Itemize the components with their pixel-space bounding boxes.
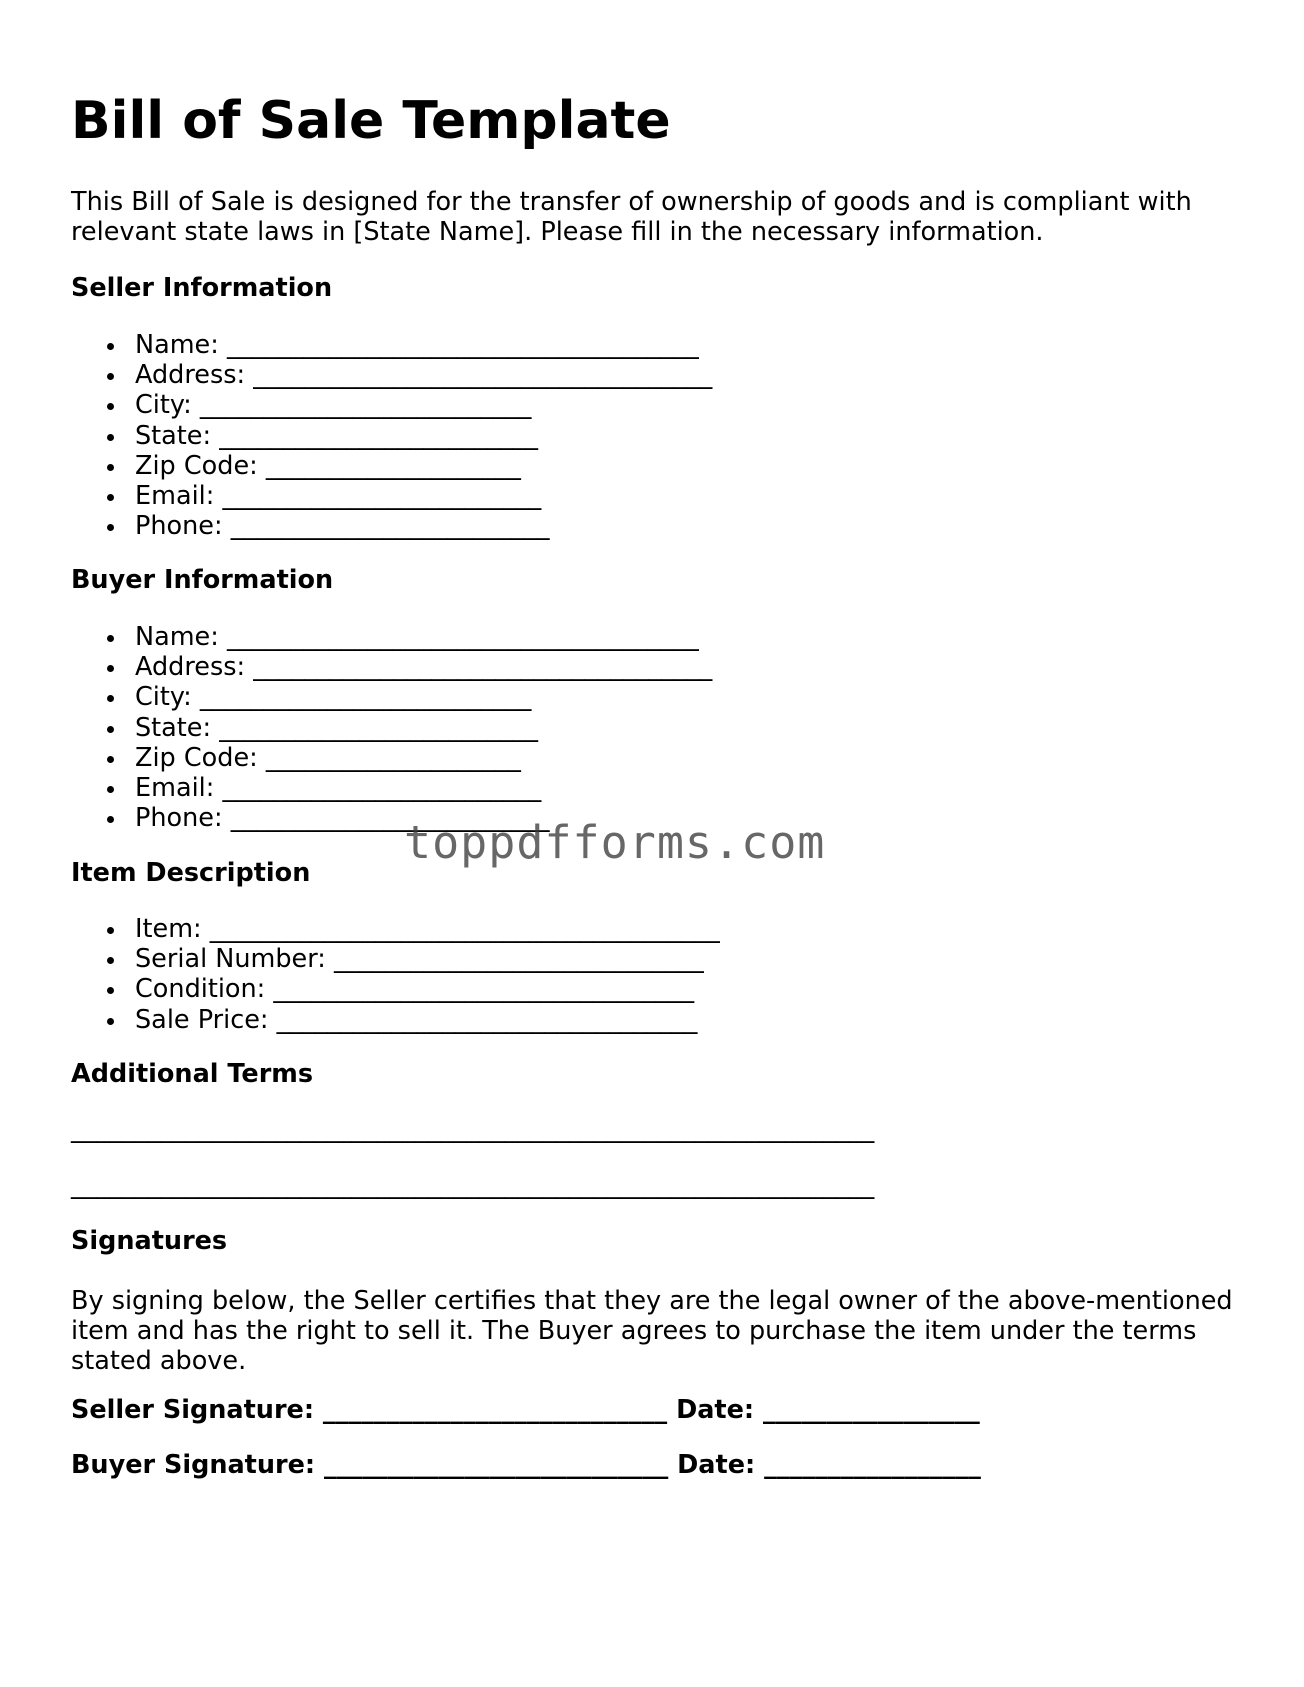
buyer-field-list (71, 622, 712, 833)
seller-signature-row (71, 1395, 980, 1425)
buyer-address-field[interactable] (71, 652, 712, 682)
field-blank[interactable]: _________________________ (230, 511, 550, 542)
field-blank[interactable]: _________________________ (222, 773, 542, 804)
field-label: Name: (135, 622, 219, 652)
buyer-state-field[interactable] (71, 713, 712, 743)
buyer-zip-field[interactable] (71, 743, 712, 773)
seller-email-field[interactable] (71, 481, 712, 511)
intro-paragraph: This Bill of Sale is designed for the transfer of ownership of goods and is compliant with relevant state laws in [State Name]. Please fill in the necessary information. (71, 187, 1192, 247)
buyer-date-label: Date: (677, 1450, 756, 1480)
field-label: City: (135, 390, 192, 421)
field-blank[interactable]: _________________________________ (276, 1004, 698, 1035)
watermark: toppdfforms.com (404, 816, 826, 869)
seller-heading: Seller Information (71, 273, 333, 303)
seller-signature-blank[interactable]: ___________________________ (322, 1395, 668, 1425)
item-field-list (71, 914, 720, 1035)
buyer-heading: Buyer Information (71, 565, 334, 595)
field-label: City: (135, 682, 192, 713)
signatures-paragraph: By signing below, the Seller certifies that they are the legal owner of the above-mentioned item and has the right to sell it. The Buyer agrees to purchase the item under the terms stated above. (71, 1286, 1233, 1376)
terms-line-2[interactable]: _______________________________________________________________ (71, 1170, 875, 1200)
field-blank[interactable]: _________________________ (230, 803, 550, 834)
field-label: Email: (135, 481, 215, 512)
seller-date-blank[interactable]: _________________ (763, 1395, 980, 1425)
seller-city-field[interactable] (71, 390, 712, 420)
field-blank[interactable]: ________________________________________ (209, 914, 720, 944)
buyer-name-field[interactable] (71, 622, 712, 652)
field-label: State: (135, 420, 212, 451)
buyer-signature-blank[interactable]: ___________________________ (323, 1450, 669, 1480)
buyer-signature-label: Buyer Signature: (71, 1450, 316, 1480)
field-blank[interactable]: ____________________ (265, 742, 521, 773)
field-label: Condition: (135, 974, 266, 1005)
buyer-email-field[interactable] (71, 773, 712, 803)
seller-address-field[interactable] (71, 360, 712, 390)
field-blank[interactable]: __________________________ (199, 682, 532, 713)
page-title: Bill of Sale Template (71, 91, 671, 151)
field-blank[interactable]: __________________________ (199, 390, 532, 421)
item-condition-field[interactable] (71, 974, 720, 1004)
field-label: Sale Price: (135, 1004, 269, 1035)
field-blank[interactable]: _________________________________ (273, 974, 695, 1005)
signatures-heading: Signatures (71, 1226, 228, 1256)
field-label: Serial Number: (135, 944, 326, 975)
field-label: State: (135, 712, 212, 743)
seller-zip-field[interactable] (71, 451, 712, 481)
seller-state-field[interactable] (71, 421, 712, 451)
field-label: Phone: (135, 511, 223, 542)
field-blank[interactable]: ____________________________________ (253, 652, 713, 683)
field-blank[interactable]: _________________________ (222, 481, 542, 512)
field-label: Name: (135, 330, 219, 360)
field-blank[interactable]: _________________________ (219, 712, 538, 743)
field-blank[interactable]: ____________________________________ (253, 360, 713, 391)
field-blank[interactable]: _________________________ (219, 420, 538, 451)
seller-date-label: Date: (676, 1395, 755, 1425)
seller-field-list (71, 330, 712, 541)
field-label: Email: (135, 773, 215, 804)
field-blank[interactable]: _____________________________________ (226, 330, 699, 360)
item-price-field[interactable] (71, 1005, 720, 1035)
field-label: Phone: (135, 803, 223, 834)
item-heading: Item Description (71, 858, 311, 888)
field-blank[interactable]: _____________________________ (333, 944, 704, 975)
field-label: Address: (135, 360, 246, 391)
item-serial-field[interactable] (71, 944, 720, 974)
field-label: Address: (135, 652, 246, 683)
field-label: Zip Code: (135, 742, 258, 773)
field-blank[interactable]: _____________________________________ (226, 622, 699, 652)
seller-signature-label: Seller Signature: (71, 1395, 315, 1425)
buyer-date-blank[interactable]: _________________ (764, 1450, 981, 1480)
seller-phone-field[interactable] (71, 511, 712, 541)
buyer-signature-row (71, 1450, 981, 1480)
field-label: Zip Code: (135, 450, 258, 481)
terms-line-1[interactable]: _______________________________________________________________ (71, 1114, 875, 1144)
terms-heading: Additional Terms (71, 1059, 314, 1089)
buyer-city-field[interactable] (71, 682, 712, 712)
field-blank[interactable]: ____________________ (265, 450, 521, 481)
item-name-field[interactable] (71, 914, 720, 944)
seller-name-field[interactable] (71, 330, 712, 360)
field-label: Item: (135, 914, 202, 944)
